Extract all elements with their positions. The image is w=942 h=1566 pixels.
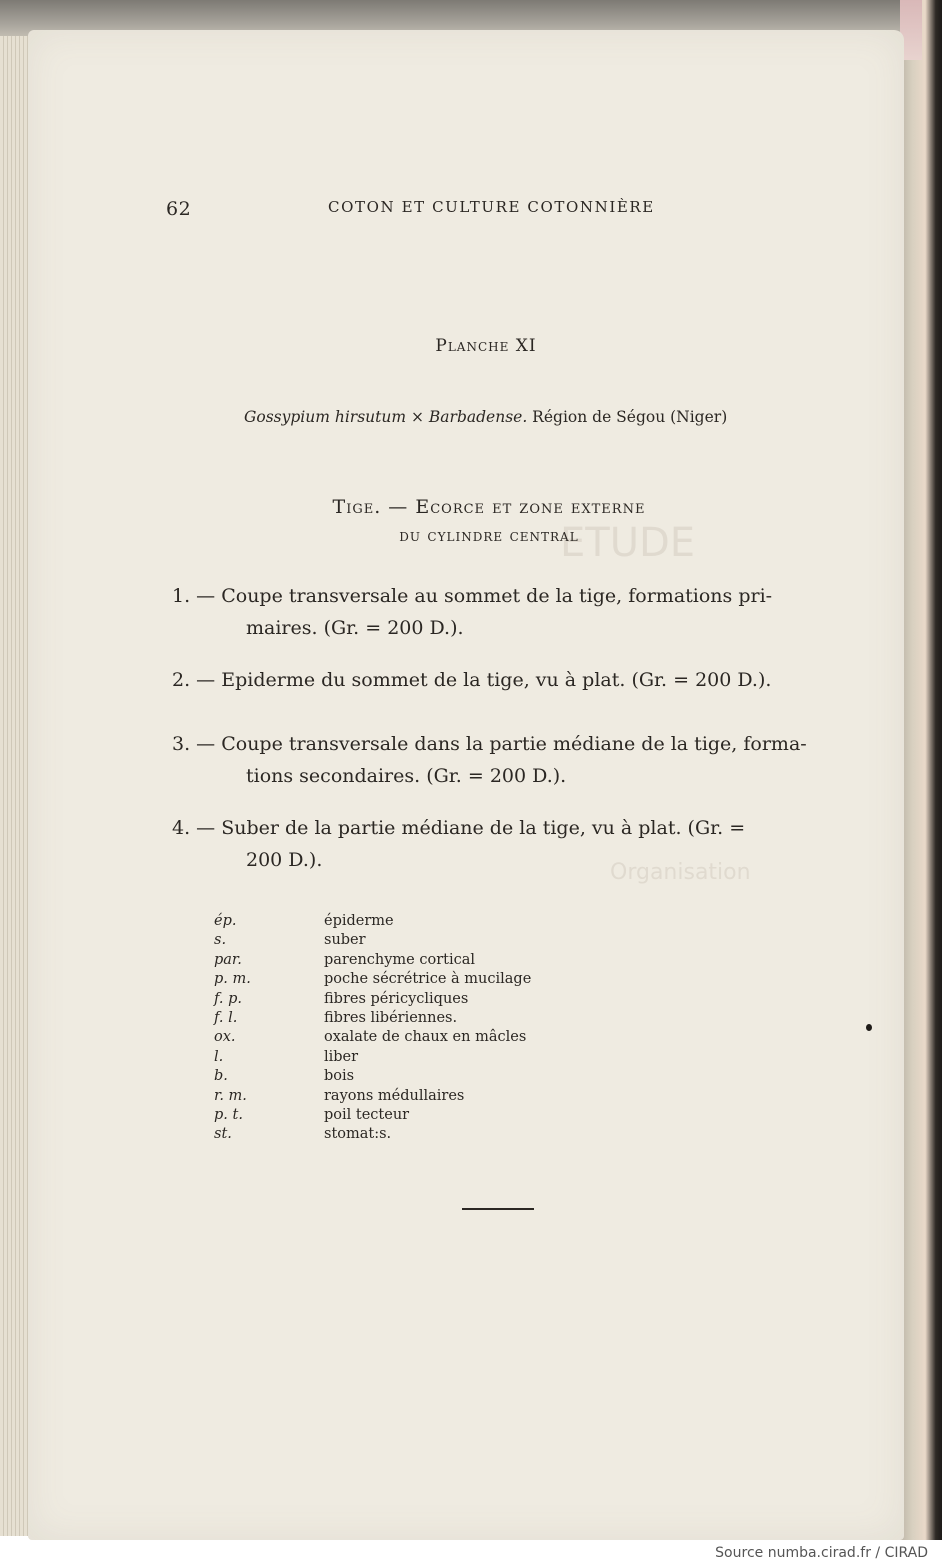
figure-number: 2. — [172, 669, 191, 691]
legend-abbr: b. — [214, 1068, 228, 1085]
legend-abbr: l. — [214, 1048, 224, 1065]
legend-abbr: p. m. — [214, 971, 251, 988]
section-title-line-1: Tige. — Ecorce et zone externe — [332, 496, 646, 518]
figure-text-line-1: — Epiderme du sommet de la tige, vu à plat. (Gr. = 200 D.). — [190, 669, 772, 691]
legend-row — [214, 1067, 531, 1086]
bleed-through-text: ETUDE — [560, 520, 696, 566]
legend-abbr: par. — [214, 951, 242, 968]
legend-row — [214, 931, 531, 950]
figure-caption-2 — [172, 664, 810, 696]
legend-abbr: ép. — [214, 913, 237, 929]
running-head: COTON ET CULTURE COTONNIÈRE — [328, 198, 655, 216]
legend-row — [214, 1125, 531, 1144]
legend-desc: fibres libériennes. — [324, 1010, 458, 1027]
legend-abbr: st. — [214, 1126, 232, 1143]
legend-row — [214, 970, 531, 989]
species-region: Région de Ségou (Niger) — [527, 408, 728, 426]
figure-number: 1. — [172, 585, 191, 607]
end-ornament-rule — [462, 1208, 534, 1210]
species-line — [244, 408, 727, 426]
legend-row — [214, 1028, 531, 1047]
figure-text-line-1: — Coupe transversale au sommet de la tige, formations pri- — [190, 585, 773, 607]
legend-desc: liber — [324, 1048, 359, 1065]
abbreviation-legend — [214, 912, 531, 1145]
figure-number: 3. — [172, 733, 191, 755]
legend-row — [214, 1106, 531, 1125]
book-spine-edge — [900, 0, 942, 1540]
figure-text-line-2: 200 D.). — [246, 849, 323, 871]
legend-desc: suber — [324, 932, 366, 949]
figure-text-line-1: — Coupe transversale dans la partie médiane de la tige, forma- — [190, 733, 807, 755]
figure-text-line-2: maires. (Gr. = 200 D.). — [246, 617, 464, 639]
species-name-1: Gossypium hirsutum — [244, 408, 407, 426]
legend-desc: parenchyme cortical — [324, 951, 476, 968]
figure-text-line-2: tions secondaires. (Gr. = 200 D.). — [246, 765, 567, 787]
figure-number: 4. — [172, 817, 191, 839]
legend-row — [214, 1009, 531, 1028]
legend-row — [214, 990, 531, 1009]
legend-abbr: ox. — [214, 1029, 236, 1046]
species-cross: × — [406, 408, 429, 426]
ink-spot — [866, 1024, 872, 1031]
legend-desc: oxalate de chaux en mâcles — [324, 1029, 527, 1046]
legend-desc: stomat:s. — [324, 1126, 392, 1143]
figure-text-line-1: — Suber de la partie médiane de la tige, vu à plat. (Gr. = — [190, 817, 746, 839]
legend-desc: poche sécrétrice à mucilage — [324, 971, 532, 988]
legend-abbr: f. l. — [214, 1010, 238, 1027]
legend-row — [214, 1048, 531, 1067]
legend-row — [214, 1087, 531, 1106]
legend-abbr: f. p. — [214, 990, 242, 1007]
source-credit: Source numba.cirad.fr / CIRAD — [715, 1545, 928, 1561]
legend-desc: fibres péricycliques — [324, 990, 469, 1007]
page-number: 62 — [166, 198, 192, 220]
legend-abbr: s. — [214, 932, 227, 949]
legend-abbr: r. m. — [214, 1087, 247, 1104]
legend-desc: poil tecteur — [324, 1107, 410, 1124]
legend-row — [214, 912, 531, 931]
figure-caption-4 — [172, 812, 810, 876]
species-name-2: Barbadense. — [428, 408, 528, 426]
legend-desc: épiderme — [324, 913, 394, 929]
legend-abbr: p. t. — [214, 1107, 243, 1124]
legend-desc: bois — [324, 1068, 355, 1085]
plate-title: Planche XI — [435, 336, 537, 356]
figure-caption-3 — [172, 728, 810, 792]
legend-desc: rayons médullaires — [324, 1087, 465, 1104]
section-title-line-2: du cylindre central — [399, 526, 579, 546]
bleed-through-text-2: Organisation — [610, 860, 751, 885]
legend-row — [214, 951, 531, 970]
figure-caption-1 — [172, 580, 810, 644]
